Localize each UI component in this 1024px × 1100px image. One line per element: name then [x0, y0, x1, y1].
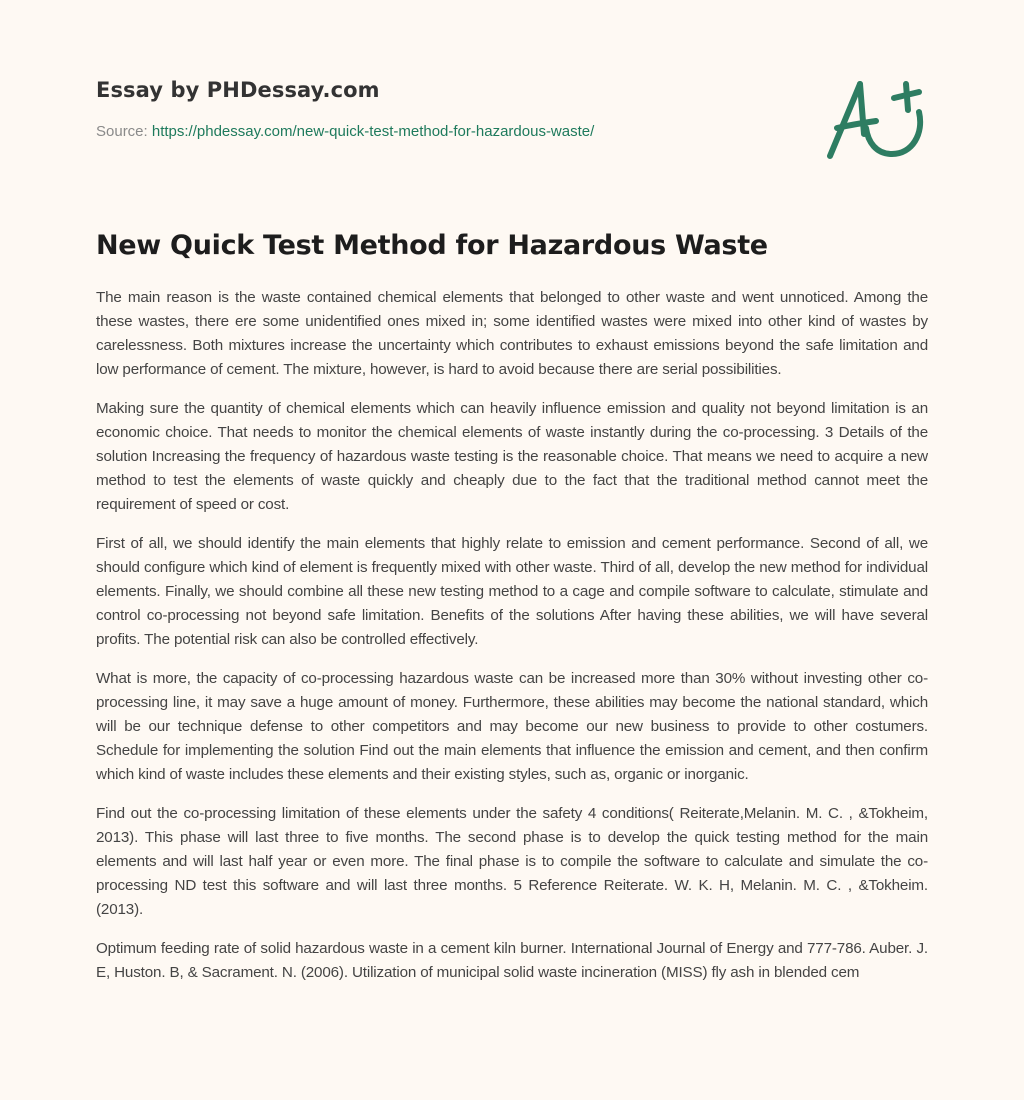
essay-paragraph: Making sure the quantity of chemical elements which can heavily influence emission and quality not beyond limitation is an economic choice. That needs to monitor the chemical elements of waste instantly during the co-processing. 3 Details of the solution Increasing the frequency of hazardous waste testing is the reasonable choice. That means we need to acquire a new method to test the elements of waste quickly and cheaply due to the fact that the traditional method cannot meet the requirement of speed or cost.: [96, 400, 928, 513]
source-link[interactable]: https://phdessay.com/new-quick-test-method-for-hazardous-waste/: [151, 123, 595, 140]
source-label: Source:: [96, 123, 148, 140]
essay-paragraph: Optimum feeding rate of solid hazardous waste in a cement kiln burner. International Journal of Energy and 777-786. Auber. J. E, Huston. B, & Sacrament. N. (2006). Utilization of municipal solid waste incineration (MISS) fly ash in blended cem: [96, 940, 928, 981]
essay-paragraph: What is more, the capacity of co-processing hazardous waste can be increased more than 30% without investing other co-processing line, it may save a huge amount of money. Furthermore, these abilities may become the national standard, which will be our technique defense to other competitors and may become our new business to provide to other costumers. Schedule for implementing the solution Find out the main elements that influence the emission and cement, and then confirm which kind of waste includes these elements and their existing styles, such as, organic or inorganic.: [96, 670, 928, 783]
essay-body: [96, 286, 928, 1000]
a-plus-grade-icon: [820, 62, 930, 172]
essay-paragraph: First of all, we should identify the main elements that highly relate to emission and cement performance. Second of all, we should configure which kind of element is frequently mixed with other waste. Third of all, develop the new method for individual elements. Finally, we should combine all these new testing method to a cage and compile software to calculate, stimulate and control co-processing not beyond safe limitation. Benefits of the solutions After having these abilities, we will have several profits. The potential risk can also be controlled effectively.: [96, 535, 928, 648]
site-title: Essay by PHDessay.com: [96, 78, 380, 102]
essay-title: New Quick Test Method for Hazardous Waste: [96, 230, 768, 261]
source-line: [96, 122, 796, 142]
essay-paragraph: Find out the co-processing limitation of these elements under the safety 4 conditions( Reiterate,Melanin. M. C. , &Tokheim, 2013). This phase will last three to five months. The second phase is to develop the quick testing method for the main elements and will last half year or even more. The final phase is to compile the software to calculate and simulate the co-processing ND test this software and will last three months. 5 Reference Reiterate. W. K. H, Melanin. M. C. , &Tokheim. (2013).: [96, 805, 928, 918]
page-header: [96, 74, 796, 142]
essay-paragraph: The main reason is the waste contained chemical elements that belonged to other waste and went unnoticed. Among the these wastes, there ere some unidentified ones mixed in; some identified wastes were mixed into other kind of wastes by carelessness. Both mixtures increase the uncertainty which contributes to exhaust emissions beyond the safe limitation and low performance of cement. The mixture, however, is hard to avoid because there are serial possibilities.: [96, 289, 928, 378]
